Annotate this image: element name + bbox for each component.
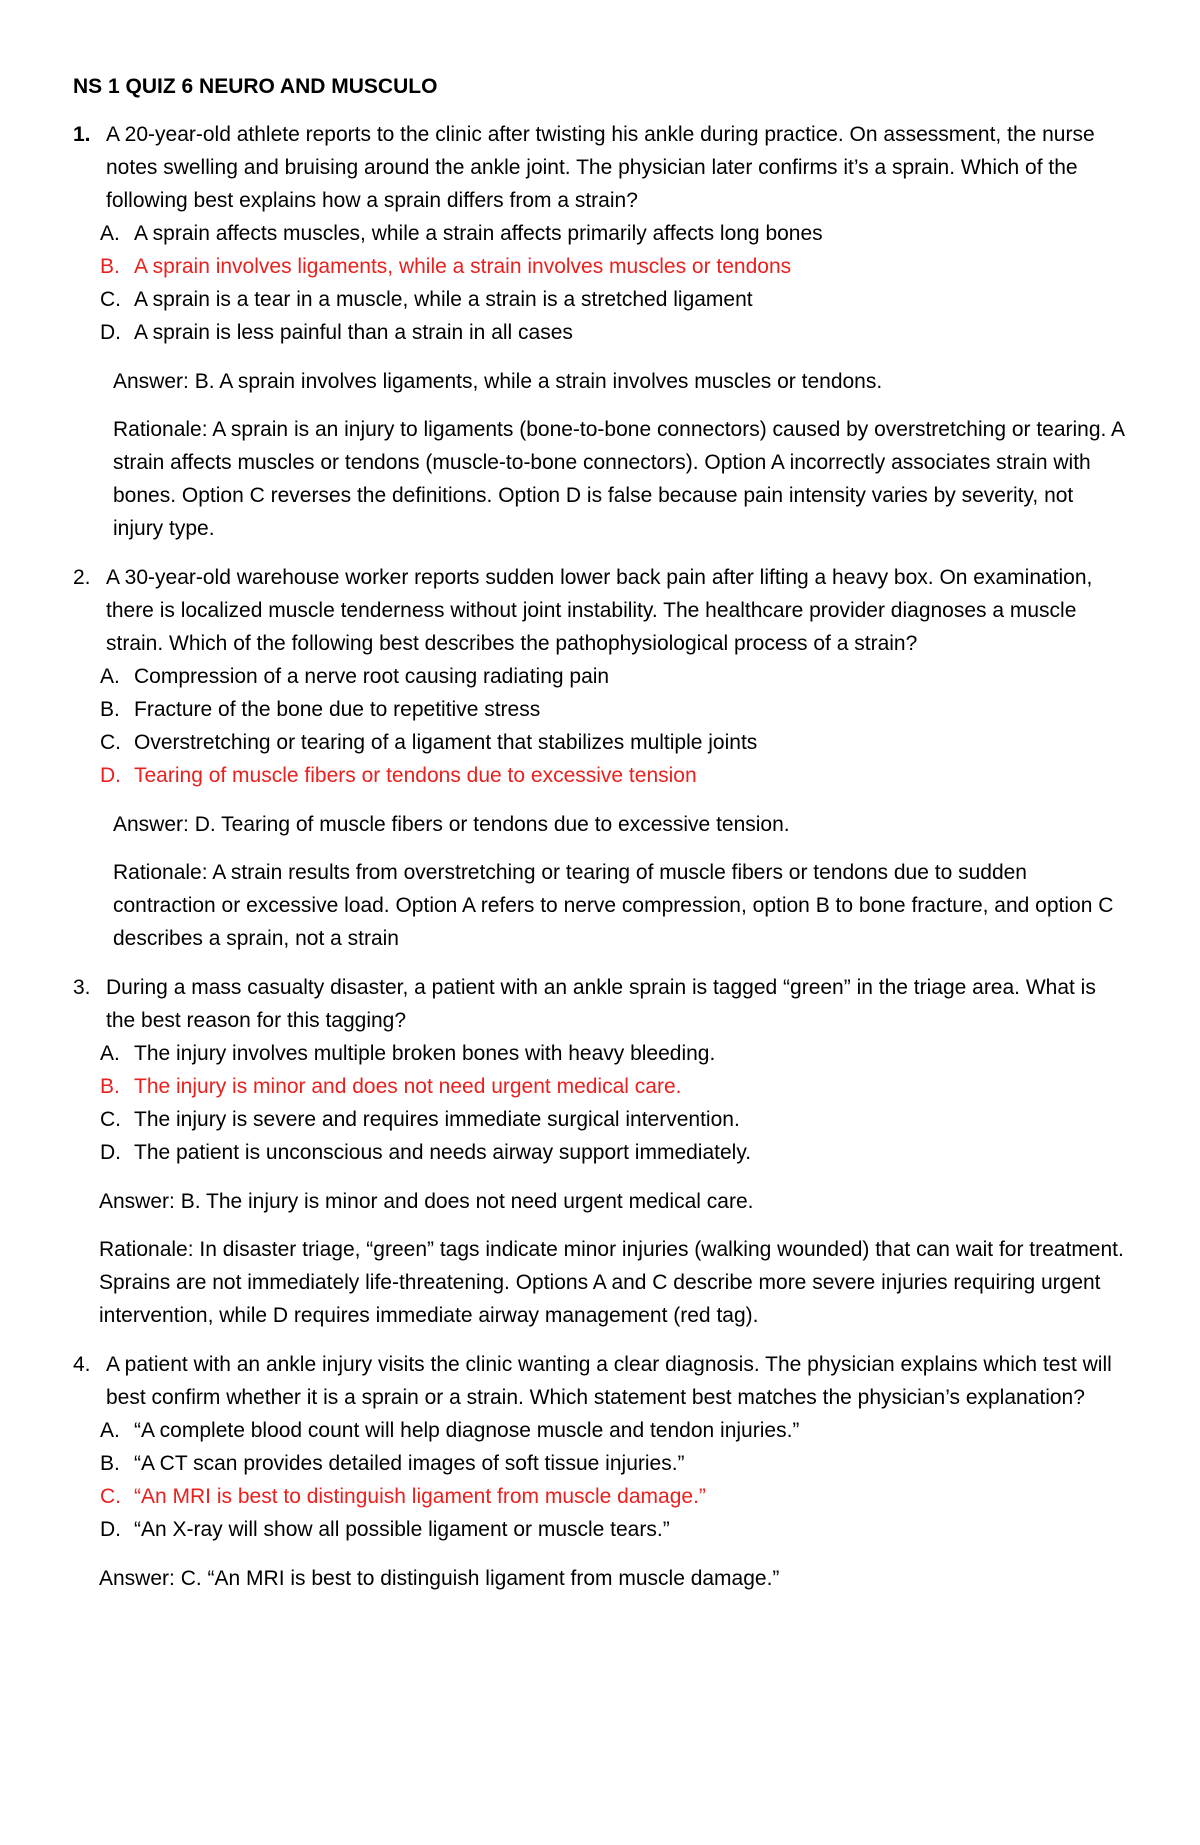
question-text: A 30-year-old warehouse worker reports sudden lower back pain after lifting a heavy box. On examination, there is localized muscle tenderness without joint instability. The healthcare provider diagnoses a muscle strain. Which of the following best describes the pathophysiological process of a strain? <box>106 566 1093 655</box>
question-stem <box>73 1348 1127 1414</box>
answer-text: Answer: D. Tearing of muscle fibers or tendons due to excessive tension. <box>113 813 790 836</box>
option-d <box>100 316 1127 349</box>
option-letter: A. <box>100 1419 120 1442</box>
question-stem <box>73 561 1127 660</box>
option-a <box>100 1414 1127 1447</box>
option-letter: C. <box>100 731 121 754</box>
options-list <box>73 1414 1127 1546</box>
option-letter: A. <box>100 1042 120 1065</box>
question-stem <box>73 971 1127 1037</box>
option-a <box>100 660 1127 693</box>
option-b <box>100 693 1127 726</box>
option-letter: D. <box>100 1518 121 1541</box>
question-text: A 20-year-old athlete reports to the clinic after twisting his ankle during practice. On assessment, the nurse notes swelling and bruising around the ankle joint. The physician later confirms it’s a sprain. Which of the following best explains how a sprain differs from a strain? <box>106 123 1095 212</box>
rationale-text: Rationale: A strain results from overstretching or tearing of muscle fibers or tendons due to sudden contraction or excessive load. Option A refers to nerve compression, option B to bone fracture, and option C describes a sprain, not a strain <box>113 861 1114 950</box>
rationale-text: Rationale: In disaster triage, “green” tags indicate minor injuries (walking wounded) that can wait for treatment. Sprains are not immediately life-threatening. Options A and C describe more severe injuries requiring urgent intervention, while D requires immediate airway management (red tag). <box>99 1238 1124 1327</box>
option-a <box>100 1037 1127 1070</box>
option-c <box>100 1103 1127 1136</box>
question-number: 1. <box>73 123 91 146</box>
question-number: 2. <box>73 566 91 589</box>
option-text: Fracture of the bone due to repetitive stress <box>134 698 541 721</box>
question-text: A patient with an ankle injury visits the clinic wanting a clear diagnosis. The physician explains which test will best confirm whether it is a sprain or a strain. Which statement best matches the physician’s explanation? <box>106 1353 1112 1409</box>
options-list <box>73 217 1127 349</box>
question-2 <box>73 561 1127 955</box>
option-text: A sprain involves ligaments, while a strain involves muscles or tendons <box>134 255 792 278</box>
option-text: The injury is severe and requires immediate surgical intervention. <box>134 1108 740 1131</box>
option-letter: B. <box>100 1075 120 1098</box>
option-letter: C. <box>100 1108 121 1131</box>
option-d <box>100 1136 1127 1169</box>
question-number: 4. <box>73 1353 91 1376</box>
option-text: A sprain affects muscles, while a strain affects primarily affects long bones <box>134 222 823 245</box>
option-letter: C. <box>100 1485 121 1508</box>
option-c <box>100 283 1127 316</box>
answer-text: Answer: B. The injury is minor and does not need urgent medical care. <box>99 1190 754 1213</box>
option-text: “An MRI is best to distinguish ligament from muscle damage.” <box>134 1485 706 1508</box>
option-d <box>100 1513 1127 1546</box>
options-list <box>73 660 1127 792</box>
rationale-text: Rationale: A sprain is an injury to ligaments (bone-to-bone connectors) caused by overstretching or tearing. A strain affects muscles or tendons (muscle-to-bone connectors). Option A incorrectly associates strain with bones. Option C reverses the definitions. Option D is false because pain intensity varies by severity, not injury type. <box>113 418 1124 540</box>
option-letter: D. <box>100 1141 121 1164</box>
option-letter: C. <box>100 288 121 311</box>
option-text: “A CT scan provides detailed images of soft tissue injuries.” <box>134 1452 685 1475</box>
option-b <box>100 250 1127 283</box>
option-c <box>100 1480 1127 1513</box>
option-text: The patient is unconscious and needs airway support immediately. <box>134 1141 752 1164</box>
option-text: A sprain is less painful than a strain in all cases <box>134 321 573 344</box>
option-b <box>100 1070 1127 1103</box>
option-letter: D. <box>100 764 121 787</box>
question-text: During a mass casualty disaster, a patient with an ankle sprain is tagged “green” in the triage area. What is the best reason for this tagging? <box>106 976 1096 1032</box>
question-3 <box>73 971 1127 1332</box>
option-letter: B. <box>100 1452 120 1475</box>
question-number: 3. <box>73 976 91 999</box>
option-text: “A complete blood count will help diagnose muscle and tendon injuries.” <box>134 1419 800 1442</box>
option-text: A sprain is a tear in a muscle, while a strain is a stretched ligament <box>134 288 753 311</box>
question-1 <box>73 118 1127 545</box>
option-d <box>100 759 1127 792</box>
option-letter: A. <box>100 665 120 688</box>
option-letter: A. <box>100 222 120 245</box>
option-b <box>100 1447 1127 1480</box>
quiz-title: NS 1 QUIZ 6 NEURO AND MUSCULO <box>73 75 438 98</box>
option-letter: B. <box>100 698 120 721</box>
question-stem <box>73 118 1127 217</box>
option-a <box>100 217 1127 250</box>
answer-text: Answer: C. “An MRI is best to distinguish ligament from muscle damage.” <box>99 1567 780 1590</box>
option-text: The injury involves multiple broken bones with heavy bleeding. <box>134 1042 716 1065</box>
answer-text: Answer: B. A sprain involves ligaments, while a strain involves muscles or tendons. <box>113 370 883 393</box>
option-text: Tearing of muscle fibers or tendons due to excessive tension <box>134 764 697 787</box>
option-letter: D. <box>100 321 121 344</box>
option-text: Overstretching or tearing of a ligament that stabilizes multiple joints <box>134 731 758 754</box>
options-list <box>73 1037 1127 1169</box>
option-text: Compression of a nerve root causing radiating pain <box>134 665 610 688</box>
option-letter: B. <box>100 255 120 278</box>
option-c <box>100 726 1127 759</box>
question-4 <box>73 1348 1127 1595</box>
option-text: The injury is minor and does not need urgent medical care. <box>134 1075 682 1098</box>
option-text: “An X-ray will show all possible ligament or muscle tears.” <box>134 1518 670 1541</box>
